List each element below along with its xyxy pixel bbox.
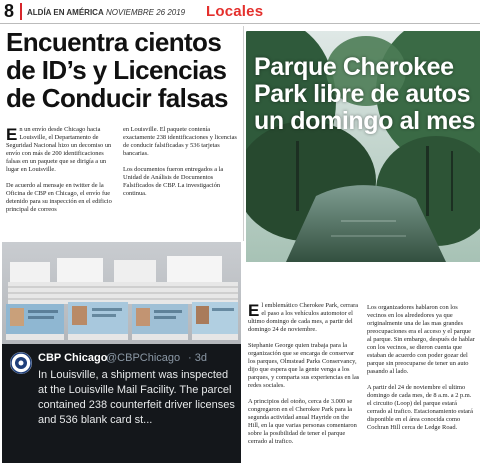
tweet-author-name[interactable]: CBP Chicago bbox=[38, 352, 108, 364]
paragraph: A partir del 24 de noviembre el ultimo domingo de cada mes, de 8 a.m. a 2 p.m. el circuito (Loop) del parque estará cerrado al trafico. Estacionamiento estará disponible en el área conocida como Cochran Hill cerca de Ledge Road. bbox=[367, 384, 473, 431]
publication-name: ALDÍA EN AMÉRICA bbox=[27, 8, 104, 17]
left-article-col-1 bbox=[6, 126, 116, 222]
header-rule bbox=[0, 23, 480, 24]
right-article-col-2 bbox=[367, 304, 477, 440]
paragraph bbox=[6, 126, 116, 174]
paragraph bbox=[248, 302, 360, 334]
tweet-text: In Louisville, a shipment was inspected at the Louisville Mail Facility. The parcel contained 238 counterfeit driver licenses and 536 blank card st... bbox=[38, 369, 235, 426]
tweet-author-handle[interactable]: @CBPChicago bbox=[106, 352, 181, 364]
paragraph-text: l emblemático Cherokee Park, cerrara el paso a los vehículos automotor el ultimo domingo de cada mes, a partir del domingo 24 de noviembre. bbox=[248, 302, 359, 333]
dropcap: E bbox=[6, 125, 18, 144]
paragraph: Los organizadores hablaron con los vecinos en los alrededores ya que originalmente una de las mas grandes preocupaciones era el acceso y el parque al parque. Sin embargo, después de hablar con los vecinos, se dieron cuenta que estaban de acuerdo con poder gozar del parque sin preocuparse de tener un auto pasando al lado. bbox=[367, 304, 475, 375]
paragraph: Stephanie George quien trabaja para la organización que se encarga de conservar los parques, Olmstead Parks Conservancy, dijo que espera que la gente venga a los parques, y comparta sus experiencias en las redes sociales. bbox=[248, 342, 360, 389]
publication-line bbox=[27, 8, 185, 17]
issue-date: NOVIEMBRE 26 2019 bbox=[105, 8, 186, 17]
column-rule bbox=[243, 26, 244, 241]
cbp-seal-icon bbox=[10, 352, 32, 374]
embedded-tweet[interactable] bbox=[2, 344, 241, 463]
left-article-col-2 bbox=[123, 126, 239, 206]
page-header bbox=[0, 0, 480, 24]
header-divider bbox=[20, 3, 22, 20]
paragraph: De acuerdo al mensaje en twitter de la Oficina de CBP en Chicago, el envío fue detenido para su inspección en el edificio principal de correos bbox=[6, 182, 112, 213]
paragraph-text: n un envío desde Chicago hacia Louisville, el Departamento de Seguridad Nacional hizo un decomiso un envío con más de 200 identificaciones falsas en un paquete que se dirigía a un lugar en Louisville. bbox=[6, 126, 112, 173]
page-number: 8 bbox=[4, 1, 15, 21]
dropcap: E bbox=[248, 301, 260, 320]
paragraph: en Louisville. El paquete contenía exactamente 238 identificaciones y licencias de conducir falsificadas y 536 tarjetas bancarias. bbox=[123, 126, 237, 157]
section-title: Locales bbox=[206, 3, 264, 20]
paragraph: A principios del otoño, cerca de 3.000 se congregaron en el Cherokee Park para la segunda actividad anual Hayride on the Hill, en la que varias personas comentaron sobre la posibilidad de tener el parque cerrado al trafico. bbox=[248, 398, 357, 445]
right-headline: Parque Cherokee Park libre de autos un domingo al mes bbox=[254, 53, 475, 135]
right-article-col-1 bbox=[248, 302, 360, 454]
left-headline: Encuentra cientos de ID’s y Licencias de Conducir falsas bbox=[6, 27, 228, 113]
paragraph: Los documentos fueron entregados a la Unidad de Análisis de Documentos Falsificados de CBP. La investigación continua. bbox=[123, 166, 224, 197]
tweet-timestamp: · 3d bbox=[188, 352, 207, 364]
